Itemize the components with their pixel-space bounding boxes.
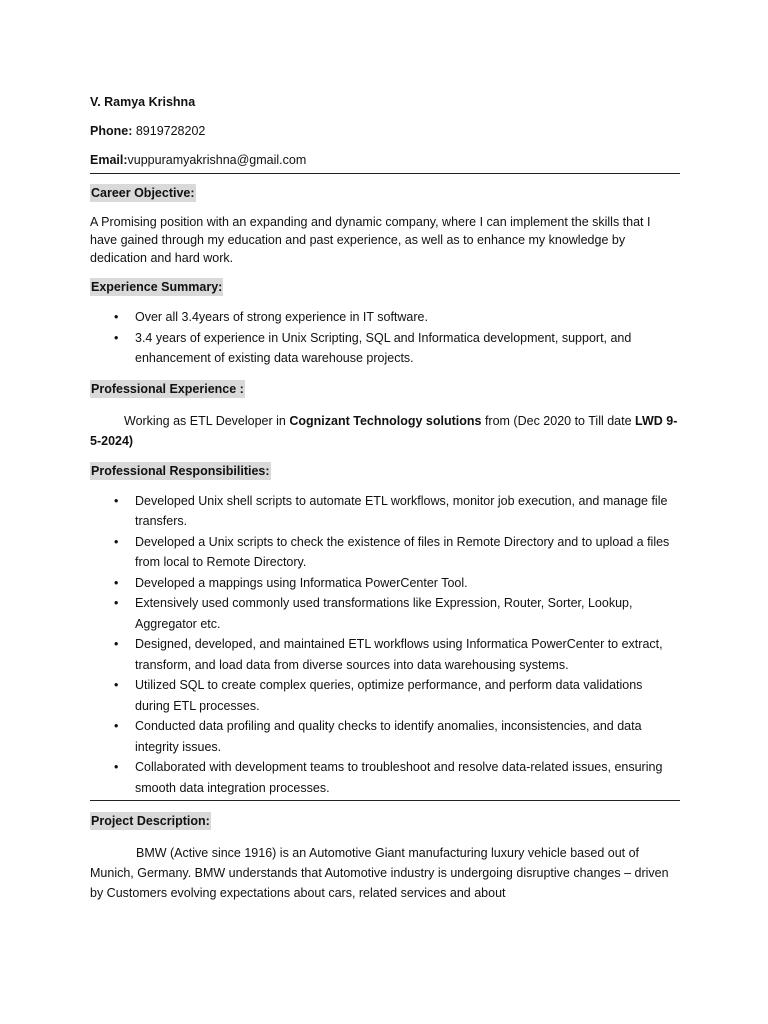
email-line	[90, 150, 680, 170]
list-item-text: Extensively used commonly used transformations like Expression, Router, Sorter, Lookup, Aggregator etc.	[135, 596, 633, 631]
bullet: •	[114, 575, 119, 590]
list-item	[90, 307, 680, 328]
list-item	[90, 634, 680, 675]
bullet: •	[114, 534, 119, 549]
list-item-text: Over all 3.4years of strong experience in IT software.	[135, 310, 428, 324]
bullet: •	[114, 596, 119, 610]
list-item	[90, 328, 680, 369]
last-working-date: LWD 9-5-2024)	[90, 413, 678, 448]
professional-responsibilities-heading: Professional Responsibilities:	[91, 463, 270, 478]
professional-experience-heading-wrap	[90, 379, 680, 399]
list-item	[90, 675, 680, 716]
experience-summary-heading: Experience Summary:	[91, 280, 223, 294]
phone-value: 8919728202	[132, 124, 206, 138]
phone-line	[90, 121, 680, 141]
list-item	[90, 573, 680, 594]
professional-experience-text	[90, 411, 680, 451]
header-divider	[90, 173, 680, 174]
bullet: •	[114, 330, 119, 345]
candidate-name: V. Ramya Krishna	[90, 95, 196, 109]
experience-summary-heading-wrap	[90, 277, 680, 297]
list-item-text: Collaborated with development teams to troubleshoot and resolve data-related issues, ensuring smooth data integration processes.	[135, 760, 663, 795]
project-description-text: BMW (Active since 1916) is an Automotive Giant manufacturing luxury vehicle based out of Munich, Germany. BMW understands that Automotive industry is undergoing disruptive changes – driven by Customers evolving expectations about cars, related services and about	[90, 846, 669, 900]
resume-content	[90, 92, 680, 903]
list-item	[90, 491, 680, 532]
list-item-text: Utilized SQL to create complex queries, optimize performance, and perform data validations during ETL processes.	[135, 678, 643, 713]
list-item	[90, 532, 680, 573]
project-description-heading-wrap	[90, 811, 680, 831]
project-description-heading: Project Description:	[91, 814, 210, 828]
career-objective-heading-wrap	[90, 183, 680, 203]
list-item-text: 3.4 years of experience in Unix Scripting, SQL and Informatica development, support, and enhancement of existing data warehouse projects.	[135, 330, 632, 365]
list-item-text: Developed Unix shell scripts to automate ETL workflows, monitor job execution, and manage file transfers.	[135, 493, 668, 528]
bullet: •	[114, 719, 119, 733]
phone-label: Phone:	[90, 124, 133, 138]
professional-responsibilities-heading-wrap	[90, 461, 680, 481]
responsibilities-divider	[90, 800, 680, 801]
bullet: •	[114, 678, 119, 692]
company-name: Cognizant Technology solutions	[289, 413, 482, 428]
career-objective-text: A Promising position with an expanding and dynamic company, where I can implement the skills that I have gained through my education and past experience, as well as to enhance my knowledge by dedication and hard work.	[90, 215, 651, 265]
list-item	[90, 593, 680, 634]
bullet: •	[114, 637, 119, 651]
list-item	[90, 716, 680, 757]
email-value: vuppuramyakrishna@gmail.com	[127, 153, 307, 167]
list-item-text: Designed, developed, and maintained ETL workflows using Informatica PowerCenter to extract, transform, and load data from diverse sources into data warehousing systems.	[135, 637, 663, 672]
list-item-text: Developed a mappings using Informatica PowerCenter Tool.	[135, 575, 468, 590]
career-objective-heading: Career Objective:	[91, 186, 195, 200]
list-item	[90, 757, 680, 798]
bullet: •	[114, 493, 119, 508]
email-label: Email:	[90, 153, 128, 167]
professional-responsibilities-list	[90, 491, 680, 799]
bullet: •	[114, 760, 119, 774]
list-item-text: Developed a Unix scripts to check the existence of files in Remote Directory and to upload a files from local to Remote Directory.	[135, 534, 670, 569]
experience-text-part-1: Working as ETL Developer in	[124, 413, 290, 428]
bullet: •	[114, 310, 119, 324]
experience-text-part-2: from (Dec 2020 to Till date	[481, 413, 636, 428]
experience-summary-list	[90, 307, 680, 369]
list-item-text: Conducted data profiling and quality checks to identify anomalies, inconsistencies, and data integrity issues.	[135, 719, 642, 754]
professional-experience-heading: Professional Experience :	[91, 381, 244, 396]
